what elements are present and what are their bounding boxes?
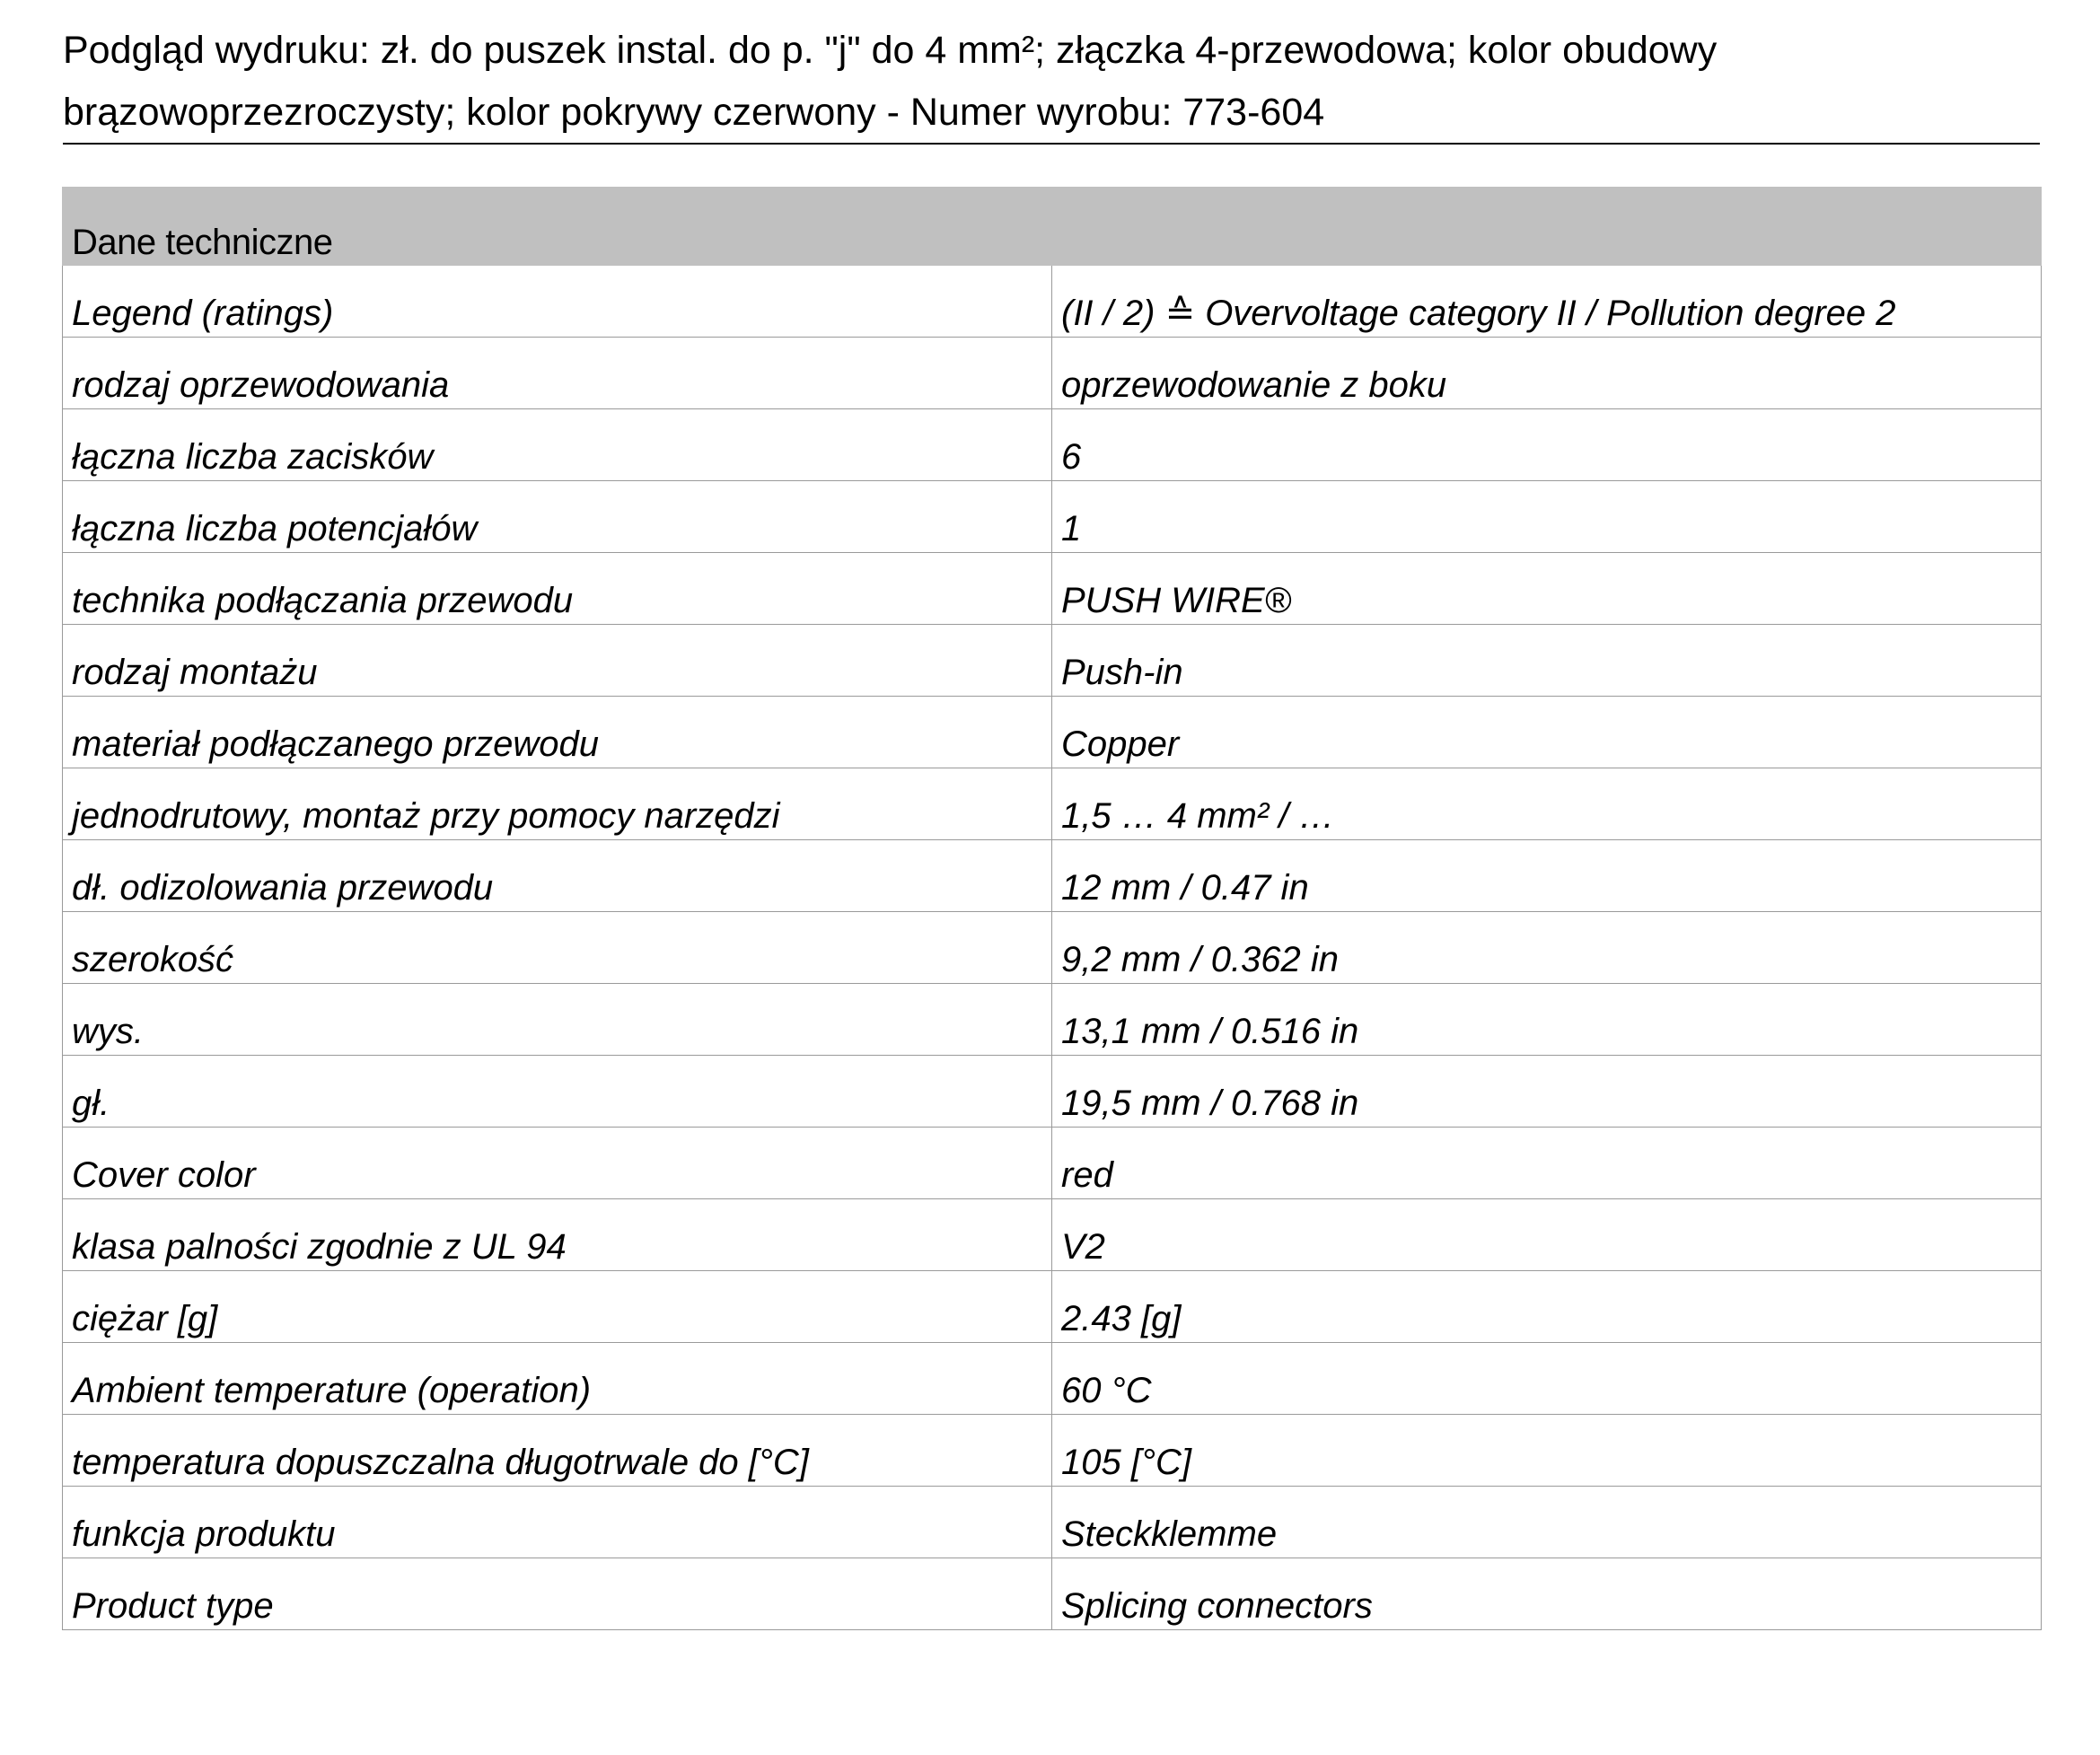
spec-label: temperatura dopuszczalna długotrwale do [°C] xyxy=(72,1443,809,1482)
spec-label-cell xyxy=(63,338,1052,409)
spec-value-cell xyxy=(1052,1415,2042,1487)
table-row xyxy=(63,1343,2042,1415)
spec-label-cell xyxy=(63,984,1052,1056)
spec-label: materiał podłączanego przewodu xyxy=(72,724,600,764)
table-row xyxy=(63,1558,2042,1630)
spec-value: 1 xyxy=(1061,509,1082,548)
spec-label-cell xyxy=(63,481,1052,553)
spec-label: Product type xyxy=(72,1586,274,1626)
spec-label-cell xyxy=(63,409,1052,481)
spec-label: jednodrutowy, montaż przy pomocy narzędzi xyxy=(72,796,780,836)
spec-value: Copper xyxy=(1061,724,1180,764)
spec-value: 13,1 mm / 0.516 in xyxy=(1061,1012,1359,1051)
spec-value-cell xyxy=(1052,1343,2042,1415)
spec-label-cell xyxy=(63,840,1052,912)
spec-label: Legend (ratings) xyxy=(72,294,334,333)
spec-label-cell xyxy=(63,266,1052,338)
spec-value: (II / 2) ≙ Overvoltage category II / Pollution degree 2 xyxy=(1061,294,1896,333)
spec-value-cell xyxy=(1052,840,2042,912)
table-row xyxy=(63,697,2042,768)
table-row xyxy=(63,409,2042,481)
spec-value-cell xyxy=(1052,1199,2042,1271)
spec-label-cell xyxy=(63,1415,1052,1487)
spec-label: funkcja produktu xyxy=(72,1514,336,1554)
spec-value: Steckklemme xyxy=(1061,1514,1278,1554)
spec-value: 60 °C xyxy=(1061,1371,1152,1410)
spec-value-cell xyxy=(1052,1056,2042,1128)
spec-value: 9,2 mm / 0.362 in xyxy=(1061,940,1340,979)
spec-value-cell xyxy=(1052,481,2042,553)
spec-value: oprzewodowanie z boku xyxy=(1061,365,1447,405)
table-row xyxy=(63,266,2042,338)
spec-label: gł. xyxy=(72,1084,110,1123)
table-row xyxy=(63,553,2042,625)
spec-value: PUSH WIRE® xyxy=(1061,581,1292,620)
spec-label: łączna liczba potencjałów xyxy=(72,509,478,548)
spec-value: 2.43 [g] xyxy=(1061,1299,1182,1338)
spec-value-cell xyxy=(1052,1558,2042,1630)
spec-label: łączna liczba zacisków xyxy=(72,437,434,477)
spec-value-cell xyxy=(1052,1128,2042,1199)
spec-label-cell xyxy=(63,1487,1052,1558)
spec-value: 105 [°C] xyxy=(1061,1443,1191,1482)
table-row xyxy=(63,1128,2042,1199)
spec-label-cell xyxy=(63,768,1052,840)
table-row xyxy=(63,1199,2042,1271)
spec-label-cell xyxy=(63,1343,1052,1415)
spec-value: V2 xyxy=(1061,1227,1105,1267)
spec-label: dł. odizolowania przewodu xyxy=(72,868,494,908)
spec-value-cell xyxy=(1052,697,2042,768)
table-row xyxy=(63,768,2042,840)
table-row xyxy=(63,481,2042,553)
table-row xyxy=(63,338,2042,409)
spec-label-cell xyxy=(63,697,1052,768)
spec-label: klasa palności zgodnie z UL 94 xyxy=(72,1227,567,1267)
spec-value: 12 mm / 0.47 in xyxy=(1061,868,1309,908)
spec-label: wys. xyxy=(72,1012,144,1051)
page-title: Podgląd wydruku: zł. do puszek instal. do p. "j" do 4 mm²; złączka 4-przewodowa; kolor obudowy brązowoprzezroczysty; kolor pokrywy czerwony - Numer wyrobu: 773-604 xyxy=(63,29,1718,134)
spec-value-cell xyxy=(1052,625,2042,697)
spec-label-cell xyxy=(63,1128,1052,1199)
technical-data-rows xyxy=(63,266,2042,1630)
spec-value: 1,5 … 4 mm² / … xyxy=(1061,796,1335,836)
spec-value-cell xyxy=(1052,984,2042,1056)
table-row xyxy=(63,1056,2042,1128)
spec-label-cell xyxy=(63,625,1052,697)
spec-value: 19,5 mm / 0.768 in xyxy=(1061,1084,1359,1123)
table-row xyxy=(63,1271,2042,1343)
spec-label: ciężar [g] xyxy=(72,1299,218,1338)
spec-label: rodzaj oprzewodowania xyxy=(72,365,450,405)
technical-data-table xyxy=(62,187,2042,1630)
table-row xyxy=(63,625,2042,697)
spec-label-cell xyxy=(63,1271,1052,1343)
spec-label-cell xyxy=(63,912,1052,984)
spec-value-cell xyxy=(1052,912,2042,984)
table-row xyxy=(63,912,2042,984)
table-row xyxy=(63,1415,2042,1487)
section-title: Dane techniczne xyxy=(63,188,2042,266)
spec-value-cell xyxy=(1052,266,2042,338)
spec-value: Push-in xyxy=(1061,653,1183,692)
spec-label: Ambient temperature (operation) xyxy=(72,1371,592,1410)
table-row xyxy=(63,984,2042,1056)
spec-label-cell xyxy=(63,1558,1052,1630)
section-header-row xyxy=(63,188,2042,266)
spec-value-cell xyxy=(1052,1487,2042,1558)
spec-label: technika podłączania przewodu xyxy=(72,581,574,620)
spec-value-cell xyxy=(1052,338,2042,409)
title-divider xyxy=(63,143,2040,145)
spec-value-cell xyxy=(1052,1271,2042,1343)
spec-label-cell xyxy=(63,553,1052,625)
spec-value-cell xyxy=(1052,409,2042,481)
spec-value: 6 xyxy=(1061,437,1082,477)
spec-label: rodzaj montażu xyxy=(72,653,318,692)
spec-value: Splicing connectors xyxy=(1061,1586,1373,1626)
spec-label-cell xyxy=(63,1199,1052,1271)
spec-label: Cover color xyxy=(72,1155,256,1195)
spec-label-cell xyxy=(63,1056,1052,1128)
table-row xyxy=(63,840,2042,912)
spec-value-cell xyxy=(1052,553,2042,625)
table-row xyxy=(63,1487,2042,1558)
spec-value: red xyxy=(1061,1155,1113,1195)
spec-value-cell xyxy=(1052,768,2042,840)
spec-label: szerokość xyxy=(72,940,234,979)
